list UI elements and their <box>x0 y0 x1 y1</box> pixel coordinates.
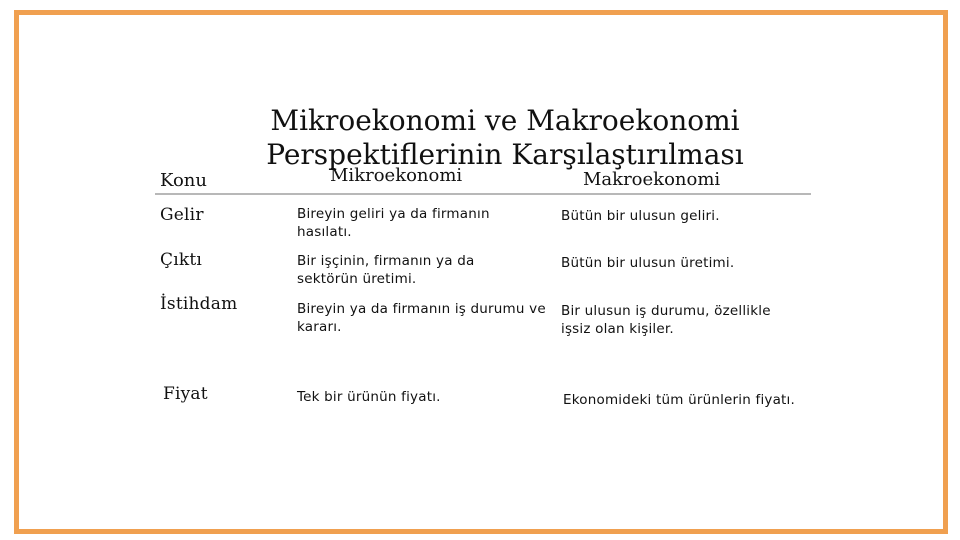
header-mikroekonomi: Mikroekonomi <box>330 165 463 186</box>
row-mikro-istihdam: Bireyin ya da firmanın iş durumu ve kararı. <box>297 301 546 335</box>
slide-title: Mikroekonomi ve Makroekonomi Perspektiflerinin Karşılaştırılması <box>266 104 744 171</box>
row-mikro-fiyat: Tek bir ürünün fiyatı. <box>297 389 441 405</box>
row-topic-fiyat: Fiyat <box>163 384 208 404</box>
row-makro-cikti: Bütün bir ulusun üretimi. <box>561 255 735 271</box>
row-topic-gelir: Gelir <box>160 205 204 225</box>
row-mikro-cikti: Bir işçinin, firmanın ya da sektörün üretimi. <box>297 253 475 287</box>
row-makro-fiyat: Ekonomideki tüm ürünlerin fiyatı. <box>563 392 795 408</box>
row-topic-cikti: Çıktı <box>160 250 203 270</box>
row-topic-istihdam: İstihdam <box>160 294 238 314</box>
header-konu: Konu <box>160 170 207 191</box>
row-makro-gelir: Bütün bir ulusun geliri. <box>561 208 720 224</box>
row-mikro-gelir: Bireyin geliri ya da firmanın hasılatı. <box>297 206 490 240</box>
header-divider <box>155 193 811 195</box>
row-makro-istihdam: Bir ulusun iş durumu, özellikle işsiz olan kişiler. <box>561 303 771 337</box>
header-makroekonomi: Makroekonomi <box>583 169 721 190</box>
